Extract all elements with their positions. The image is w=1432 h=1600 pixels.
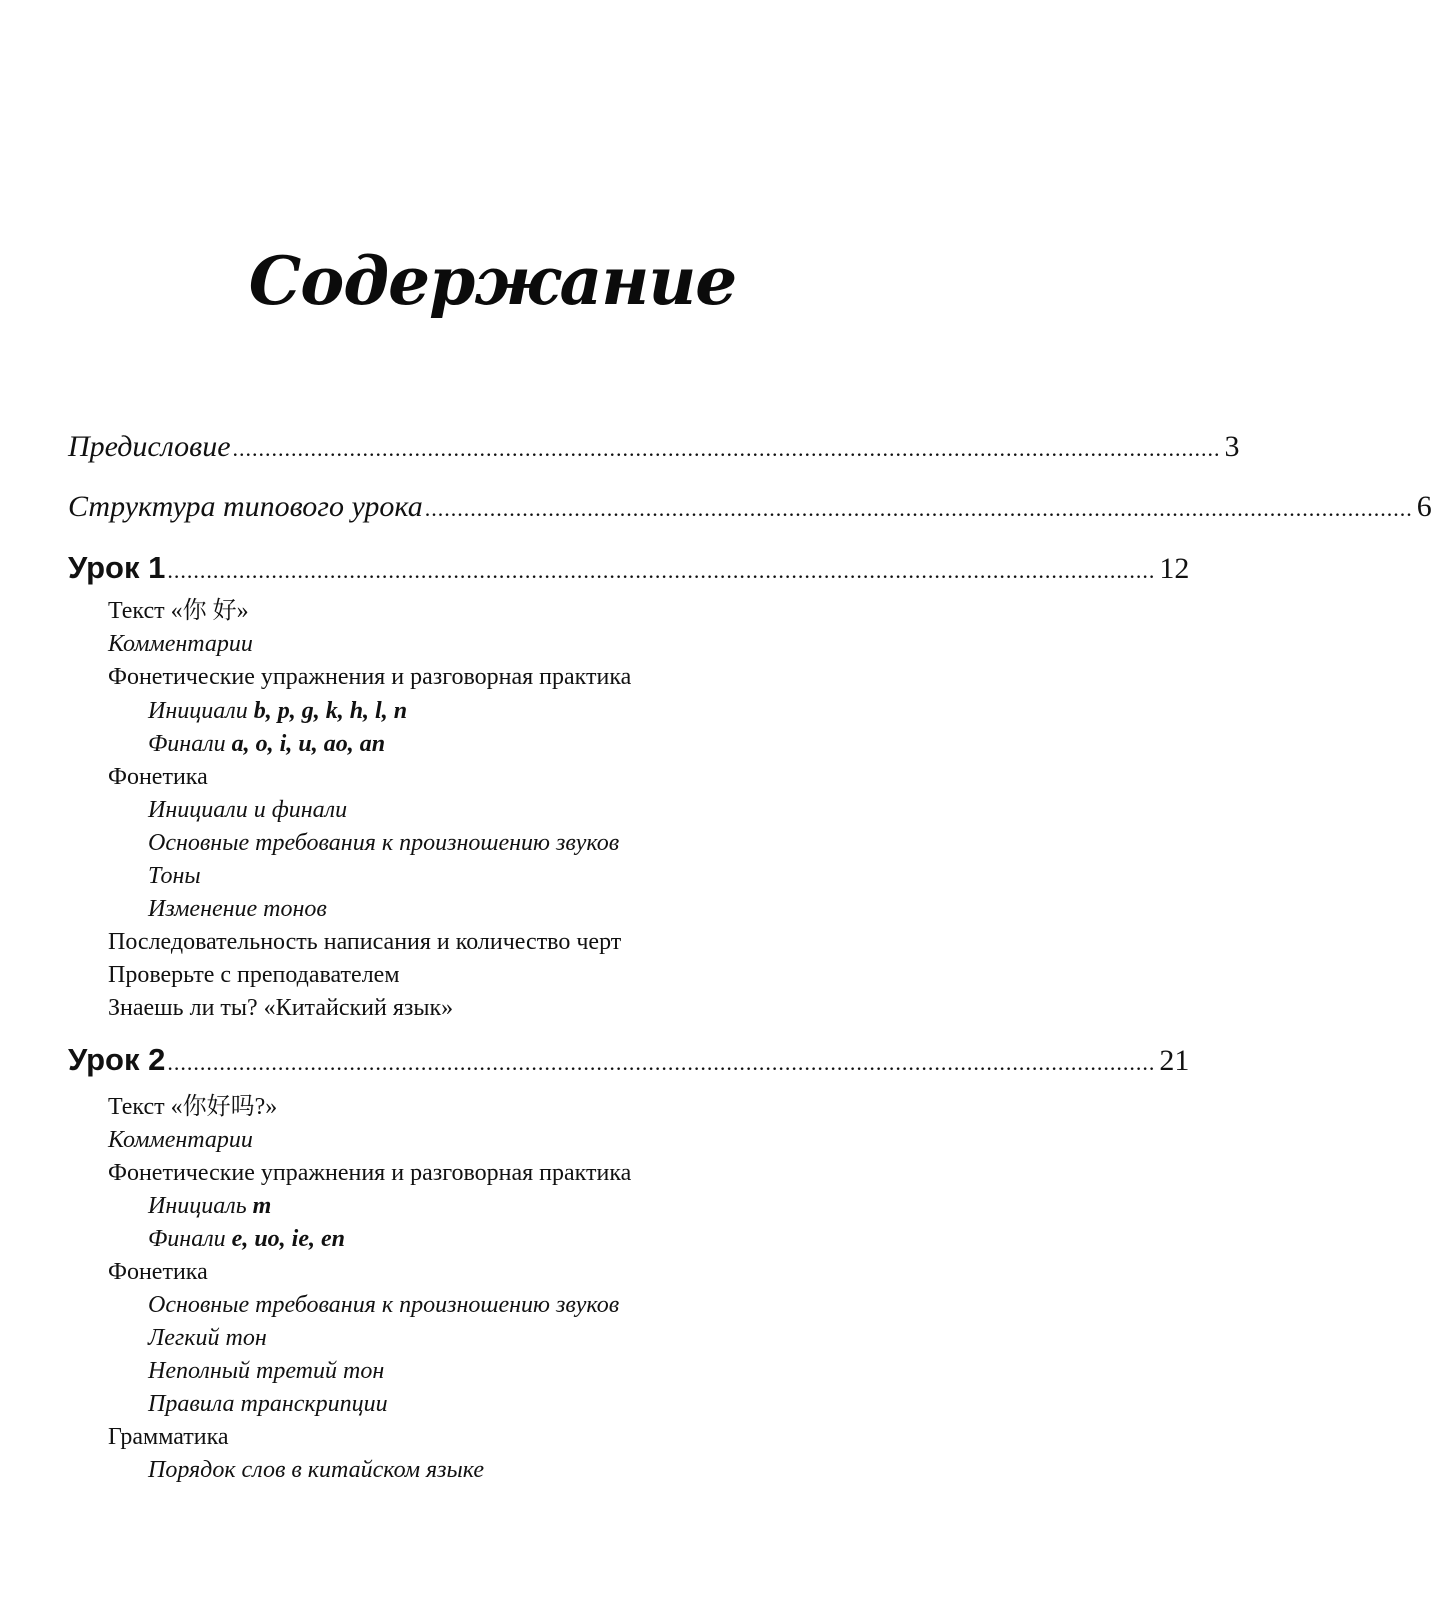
lesson-heading: Урок 1 bbox=[68, 550, 166, 585]
toc-entry-label: Предисловие bbox=[68, 430, 231, 463]
finals-prefix: Финали bbox=[148, 731, 226, 757]
lesson-heading: Урок 2 bbox=[68, 1042, 166, 1077]
toc-item-did-you-know: Знаешь ли ты? «Китайский язык» bbox=[108, 995, 454, 1021]
page-title: Содержание bbox=[248, 242, 737, 320]
toc-item-comments: Комментарии bbox=[108, 631, 253, 657]
initial-list: m bbox=[252, 1193, 272, 1219]
toc-item-text: Текст «你 好» bbox=[108, 598, 249, 624]
toc-page-number: 6 bbox=[1416, 490, 1432, 523]
toc-item-initial bbox=[148, 1191, 271, 1221]
toc-item-phonetics-sub: Тоны bbox=[148, 863, 201, 889]
toc-item-text: Текст «你好吗?» bbox=[108, 1094, 278, 1120]
toc-item-phonetics-sub: Легкий тон bbox=[148, 1325, 267, 1351]
toc-item-phonetics-sub: Основные требования к произношению звуков bbox=[148, 1292, 620, 1318]
toc-page-number: 12 bbox=[1159, 552, 1190, 585]
toc-item-phonetic-exercises: Фонетические упражнения и разговорная практика bbox=[108, 1160, 632, 1186]
initials-prefix: Инициали bbox=[148, 698, 248, 724]
toc-item-phonetics-sub: Правила транскрипции bbox=[148, 1391, 388, 1417]
toc-item-phonetics-sub: Основные требования к произношению звуков bbox=[148, 830, 620, 856]
toc-item-strokes: Последовательность написания и количество черт bbox=[108, 929, 622, 955]
toc-entry-structure[interactable] bbox=[68, 490, 1432, 524]
toc-item-check: Проверьте с преподавателем bbox=[108, 962, 400, 988]
toc-page-number: 3 bbox=[1224, 430, 1240, 463]
toc-item-finals bbox=[148, 1224, 345, 1254]
toc-item-initials bbox=[148, 696, 407, 726]
toc-item-comments: Комментарии bbox=[108, 1127, 253, 1153]
leader-dots: ........................................................................................................................................................ bbox=[424, 496, 1413, 521]
leader-dots: ........................................................................................................................................................ bbox=[167, 558, 1156, 583]
leader-dots: ........................................................................................................................................................ bbox=[232, 436, 1221, 461]
toc-item-phonetics: Фонетика bbox=[108, 764, 208, 790]
toc-entry-label: Структура типового урока bbox=[68, 490, 423, 523]
leader-dots: ........................................................................................................................................................ bbox=[167, 1050, 1156, 1075]
toc-item-phonetics-sub: Неполный третий тон bbox=[148, 1358, 385, 1384]
toc-item-phonetics-sub: Инициали и финали bbox=[148, 797, 348, 823]
toc-item-grammar-sub: Порядок слов в китайском языке bbox=[148, 1457, 485, 1483]
toc-item-phonetics-sub: Изменение тонов bbox=[148, 896, 327, 922]
toc-item-grammar: Грамматика bbox=[108, 1424, 229, 1450]
finals-list: a, o, i, u, ao, an bbox=[231, 731, 386, 757]
finals-list: e, uo, ie, en bbox=[231, 1226, 345, 1252]
toc-entry-lesson-2[interactable] bbox=[68, 1042, 1190, 1078]
toc-entry-lesson-1[interactable] bbox=[68, 550, 1190, 586]
toc-page-number: 21 bbox=[1159, 1044, 1190, 1077]
initial-prefix: Инициаль bbox=[148, 1193, 247, 1219]
toc-item-finals bbox=[148, 729, 385, 759]
finals-prefix: Финали bbox=[148, 1226, 226, 1252]
initials-list: b, p, g, k, h, l, n bbox=[253, 698, 408, 724]
toc-item-phonetic-exercises: Фонетические упражнения и разговорная практика bbox=[108, 664, 632, 690]
toc-entry-preface[interactable] bbox=[68, 430, 1240, 464]
toc-item-phonetics: Фонетика bbox=[108, 1259, 208, 1285]
